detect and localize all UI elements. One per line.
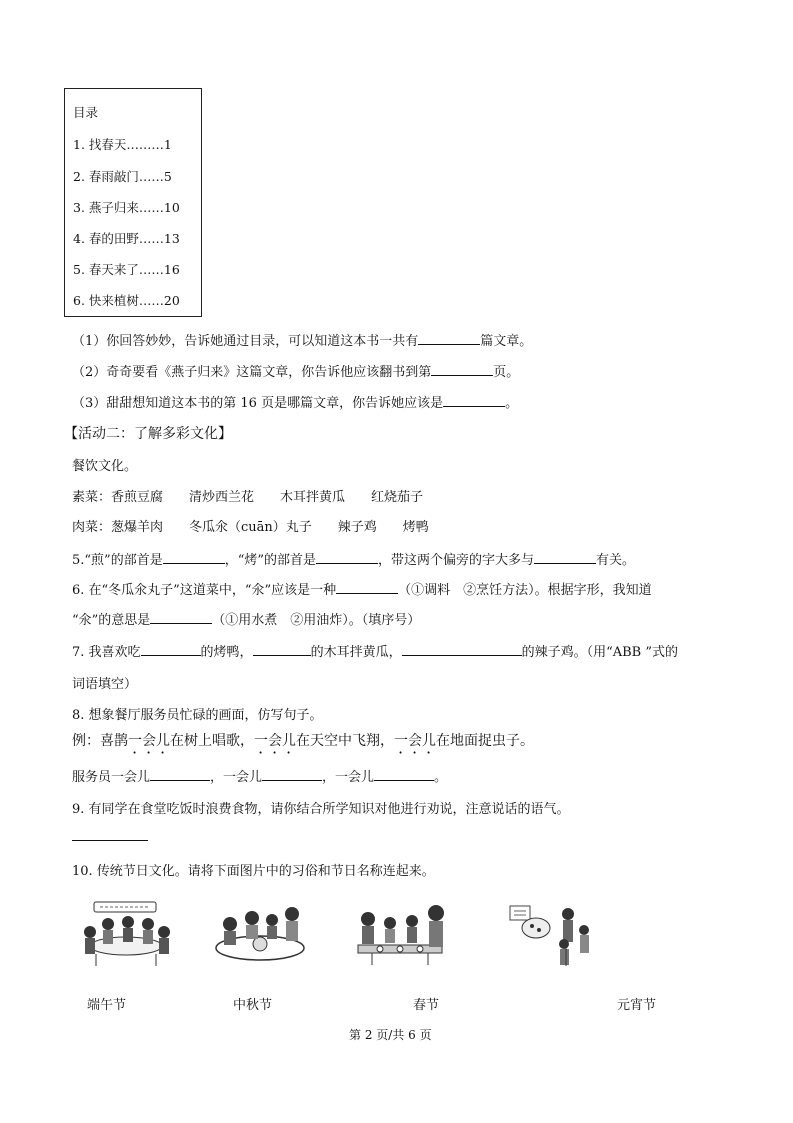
example-text: 在树上唱歌，: [170, 733, 254, 749]
question-9: 9. 有同学在食堂吃饭时浪费食物，请你结合所学知识对他进行劝说，注意说话的语气。: [72, 802, 570, 817]
activity-intro: 餐饮文化。: [72, 459, 138, 474]
festival-lantern[interactable]: 元宵节: [617, 998, 657, 1013]
question-7-line2: 词语填空）: [72, 677, 138, 692]
question-7-text: 的烤鸭，: [200, 645, 253, 660]
question-6-text: 6. 在“冬瓜氽丸子”这道菜中，“氽”应该是一种: [72, 583, 337, 598]
toc-item: 6. 快来植树……20: [73, 293, 180, 308]
answer-blank[interactable]: [72, 840, 148, 841]
veg-dishes: 素菜：香煎豆腐 清炒西兰花 木耳拌黄瓜 红烧茄子: [72, 490, 424, 505]
toc-box: [64, 88, 202, 317]
lantern-festival-picture: [506, 900, 602, 972]
question-6-text: “氽”的意思是: [72, 613, 151, 628]
question-8-text: ，一会儿: [210, 770, 263, 785]
toc-item: 1. 找春天………1: [73, 137, 172, 152]
toc-item: 5. 春天来了……16: [73, 262, 180, 277]
answer-blank[interactable]: [443, 394, 505, 407]
question-1-text: （1）你回答妙妙，告诉她通过目录，可以知道这本书一共有: [72, 334, 419, 349]
answer-blank[interactable]: [336, 581, 398, 594]
answer-blank[interactable]: [316, 551, 378, 564]
dragon-boat-picture: [76, 898, 176, 970]
question-5-text: 有关。: [596, 553, 636, 568]
toc-item: 2. 春雨敲门……5: [73, 169, 172, 184]
festival-mid-autumn[interactable]: 中秋节: [233, 998, 273, 1013]
answer-blank[interactable]: [374, 768, 434, 781]
question-7-text: 的木耳拌黄瓜，: [310, 645, 402, 660]
example-emphasis: 一会儿: [394, 733, 436, 749]
question-8-title: 8. 想象餐厅服务员忙碌的画面，仿写句子。: [72, 708, 323, 723]
example-text: 在天空中飞翔，: [296, 733, 394, 749]
question-1-suffix: 篇文章。: [480, 334, 533, 349]
festival-spring[interactable]: 春节: [413, 998, 440, 1013]
question-3: [72, 392, 518, 411]
question-10: 10. 传统节日文化。请将下面图片中的习俗和节日名称连起来。: [72, 864, 435, 879]
question-5-text: ，带这两个偏旁的字大多与: [378, 553, 535, 568]
spring-festival-picture: [350, 903, 454, 969]
question-8-text: ，一会儿: [322, 770, 375, 785]
answer-blank[interactable]: [150, 768, 210, 781]
question-5-text: 5.“煎”的部首是: [72, 553, 163, 568]
question-7: [72, 641, 678, 660]
question-1: [72, 330, 532, 349]
question-7-text: 的辣子鸡。（用“ABB ”式的: [521, 645, 678, 660]
answer-blank[interactable]: [418, 332, 480, 345]
question-5-text: ，“烤”的部首是: [224, 553, 316, 568]
answer-blank[interactable]: [253, 643, 311, 656]
question-8-text: 。: [434, 770, 448, 785]
example-emphasis: 一会儿: [128, 733, 170, 749]
question-6: [72, 579, 652, 598]
answer-blank[interactable]: [402, 643, 522, 656]
question-5: [72, 549, 635, 568]
meat-dishes: 肉菜：葱爆羊肉 冬瓜氽（cuān）丸子 辣子鸡 烤鸭: [72, 520, 429, 535]
question-8-text: 服务员一会儿: [72, 770, 151, 785]
question-6-text: （①用水煮 ②用油炸）。（填序号）: [212, 613, 421, 628]
question-2-text: （2）奇奇要看《燕子归来》这篇文章，你告诉他应该翻书到第: [72, 365, 432, 380]
question-8-fill: [72, 766, 447, 785]
page-number: 第 2 页/共 6 页: [349, 1028, 432, 1042]
toc-title: 目录: [73, 105, 99, 120]
answer-blank[interactable]: [534, 551, 596, 564]
question-3-suffix: 。: [505, 396, 519, 411]
question-3-text: （3）甜甜想知道这本书的第 16 页是哪篇文章，你告诉她应该是: [72, 396, 444, 411]
toc-item: 4. 春的田野……13: [73, 231, 180, 246]
question-2-suffix: 页。: [493, 365, 520, 380]
question-8-example: [72, 730, 534, 757]
question-6-text: （①调料 ②烹饪方法）。根据字形，我知道: [398, 583, 652, 598]
answer-blank[interactable]: [431, 363, 493, 376]
toc-item: 3. 燕子归来……10: [73, 200, 180, 215]
question-2: [72, 361, 519, 380]
question-6-line2: [72, 609, 420, 628]
example-emphasis: 一会儿: [254, 733, 296, 749]
answer-blank[interactable]: [262, 768, 322, 781]
mid-autumn-picture: [212, 900, 308, 970]
answer-blank[interactable]: [141, 643, 201, 656]
answer-blank[interactable]: [150, 611, 212, 624]
festival-duanwu[interactable]: 端午节: [87, 998, 127, 1013]
answer-blank[interactable]: [163, 551, 225, 564]
question-7-text: 7. 我喜欢吃: [72, 645, 141, 660]
example-text: 例：喜鹊: [72, 733, 128, 749]
activity-heading: 【活动二：了解多彩文化】: [64, 426, 232, 442]
example-text: 在地面捉虫子。: [436, 733, 534, 749]
